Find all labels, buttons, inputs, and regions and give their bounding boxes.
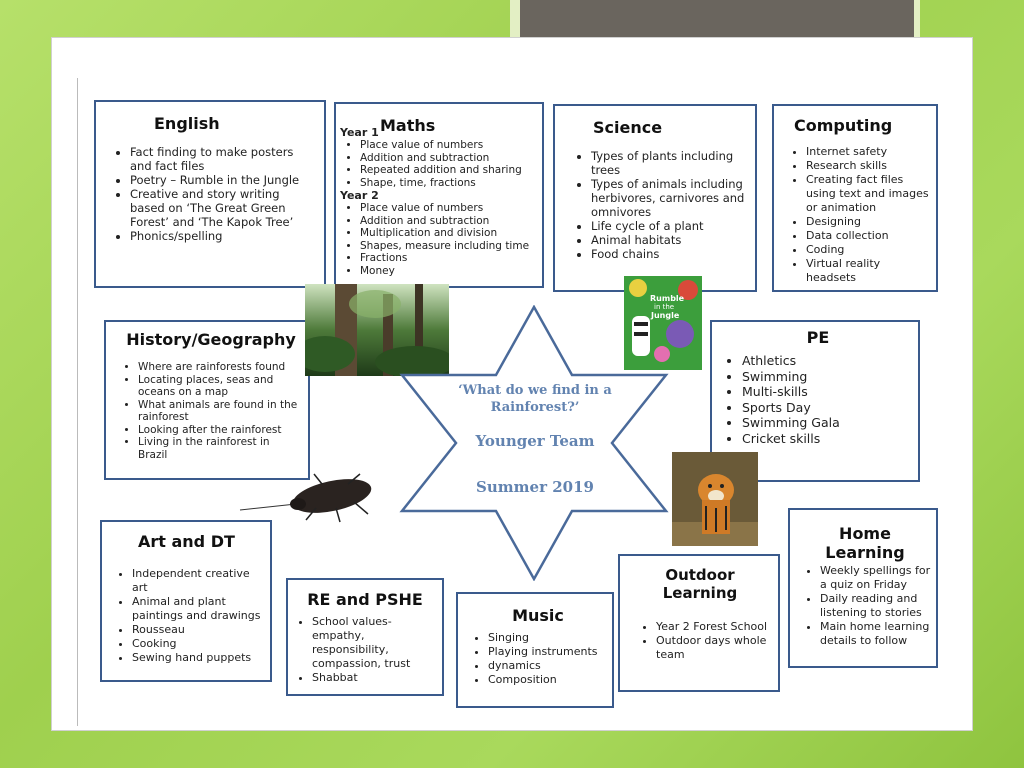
english-title: English xyxy=(154,114,220,133)
history-geography-list xyxy=(120,361,302,461)
list-item: • Data collection xyxy=(806,229,930,243)
outdoor-learning-title: Outdoor Learning xyxy=(662,566,738,602)
list-item: • Animal and plant paintings and drawings xyxy=(132,595,264,623)
music-list xyxy=(470,631,606,687)
term-label: Summer 2019 xyxy=(476,478,594,496)
list-item: • Singing xyxy=(488,631,606,645)
central-topic xyxy=(430,382,640,496)
list-item: • Place value of numbers xyxy=(360,202,536,215)
team-name: Younger Team xyxy=(475,432,595,450)
maths-year2-list xyxy=(340,202,536,277)
art-dt-list xyxy=(114,567,264,665)
list-item: • Addition and subtraction xyxy=(360,215,536,228)
re-pshe-title: RE and PSHE xyxy=(307,590,423,609)
art-dt-title: Art and DT xyxy=(138,532,235,551)
science-title: Science xyxy=(593,118,663,137)
list-item: • Sports Day xyxy=(742,400,912,416)
list-item: • Life cycle of a plant xyxy=(591,219,747,233)
list-item: • Sewing hand puppets xyxy=(132,651,264,665)
outdoor-learning-list xyxy=(628,620,772,662)
list-item: • Year 2 Forest School xyxy=(656,620,772,634)
list-item: • Outdoor days whole team xyxy=(656,634,772,662)
list-item: • Swimming Gala xyxy=(742,415,912,431)
list-item: • Food chains xyxy=(591,247,747,261)
science-list xyxy=(573,149,747,261)
english-box xyxy=(94,100,326,288)
computing-list xyxy=(788,145,930,285)
book-title-line3: Jungle xyxy=(651,311,680,320)
cockroach-photo xyxy=(236,466,384,524)
list-item: • Shabbat xyxy=(312,671,436,685)
maths-title: Maths xyxy=(380,116,436,135)
list-item: • Types of plants including trees xyxy=(591,149,747,177)
list-item: • Athletics xyxy=(742,353,912,369)
maths-year1-list xyxy=(340,139,536,189)
list-item: • Designing xyxy=(806,215,930,229)
pe-title: PE xyxy=(806,328,830,347)
history-geography-box xyxy=(104,320,310,480)
book-title-line2: in the xyxy=(654,303,675,311)
maths-year1-label: Year 1 xyxy=(340,126,379,139)
list-item: • dynamics xyxy=(488,659,606,673)
list-item: • Multiplication and division xyxy=(360,227,536,240)
english-list xyxy=(112,145,314,243)
list-item: • Looking after the rainforest xyxy=(138,424,302,437)
list-item: • Daily reading and listening to stories xyxy=(820,592,932,620)
list-item: • Creating fact files using text and images or animation xyxy=(806,173,930,215)
list-item: • Money xyxy=(360,265,536,278)
maths-box xyxy=(334,102,544,288)
pe-list xyxy=(724,353,912,446)
list-item: • Place value of numbers xyxy=(360,139,536,152)
topic-question: ‘What do we find in a Rainforest?’ xyxy=(458,383,612,415)
tiger-photo xyxy=(672,452,758,546)
music-title: Music xyxy=(512,606,564,625)
art-dt-box xyxy=(100,520,272,682)
list-item: • Rousseau xyxy=(132,623,264,637)
list-item: • Animal habitats xyxy=(591,233,747,247)
list-item: • Shapes, measure including time xyxy=(360,240,536,253)
list-item: • Fact finding to make posters and fact files xyxy=(130,145,314,173)
list-item: • Where are rainforests found xyxy=(138,361,302,374)
history-geography-title: History/Geography xyxy=(126,330,296,349)
book-title-line1: Rumble xyxy=(650,294,685,303)
list-item: • Internet safety xyxy=(806,145,930,159)
music-box xyxy=(456,592,614,708)
re-pshe-box xyxy=(286,578,444,696)
science-box xyxy=(553,104,757,292)
home-learning-list xyxy=(798,564,932,648)
list-item: • Independent creative art xyxy=(132,567,264,595)
list-item: • Poetry – Rumble in the Jungle xyxy=(130,173,314,187)
list-item: • Playing instruments xyxy=(488,645,606,659)
list-item: • Weekly spellings for a quiz on Friday xyxy=(820,564,932,592)
list-item: • Repeated addition and sharing xyxy=(360,164,536,177)
list-item: • Coding xyxy=(806,243,930,257)
list-item: • Addition and subtraction xyxy=(360,152,536,165)
list-item: • Shape, time, fractions xyxy=(360,177,536,190)
home-learning-box xyxy=(788,508,938,668)
list-item: • Research skills xyxy=(806,159,930,173)
list-item: • Fractions xyxy=(360,252,536,265)
list-item: • Living in the rainforest in Brazil xyxy=(138,436,302,461)
list-item: • Creative and story writing based on ‘The Great Green Forest’ and ‘The Kapok Tree’ xyxy=(130,187,314,229)
list-item: • School values- empathy, responsibility, compassion, trust xyxy=(312,615,436,671)
list-item: • Composition xyxy=(488,673,606,687)
list-item: • Locating places, seas and oceans on a map xyxy=(138,374,302,399)
computing-box xyxy=(772,104,938,292)
list-item: • Types of animals including herbivores, carnivores and omnivores xyxy=(591,177,747,219)
list-item: • Virtual reality headsets xyxy=(806,257,930,285)
list-item: • What animals are found in the rainforest xyxy=(138,399,302,424)
list-item: • Main home learning details to follow xyxy=(820,620,932,648)
list-item: • Multi-skills xyxy=(742,384,912,400)
list-item: • Phonics/spelling xyxy=(130,229,314,243)
list-item: • Cooking xyxy=(132,637,264,651)
home-learning-title: Home Learning xyxy=(825,524,905,562)
margin-line xyxy=(77,78,78,726)
list-item: • Cricket skills xyxy=(742,431,912,447)
maths-year2-label: Year 2 xyxy=(340,189,379,202)
computing-title: Computing xyxy=(794,116,893,135)
list-item: • Swimming xyxy=(742,369,912,385)
re-pshe-list xyxy=(294,615,436,685)
